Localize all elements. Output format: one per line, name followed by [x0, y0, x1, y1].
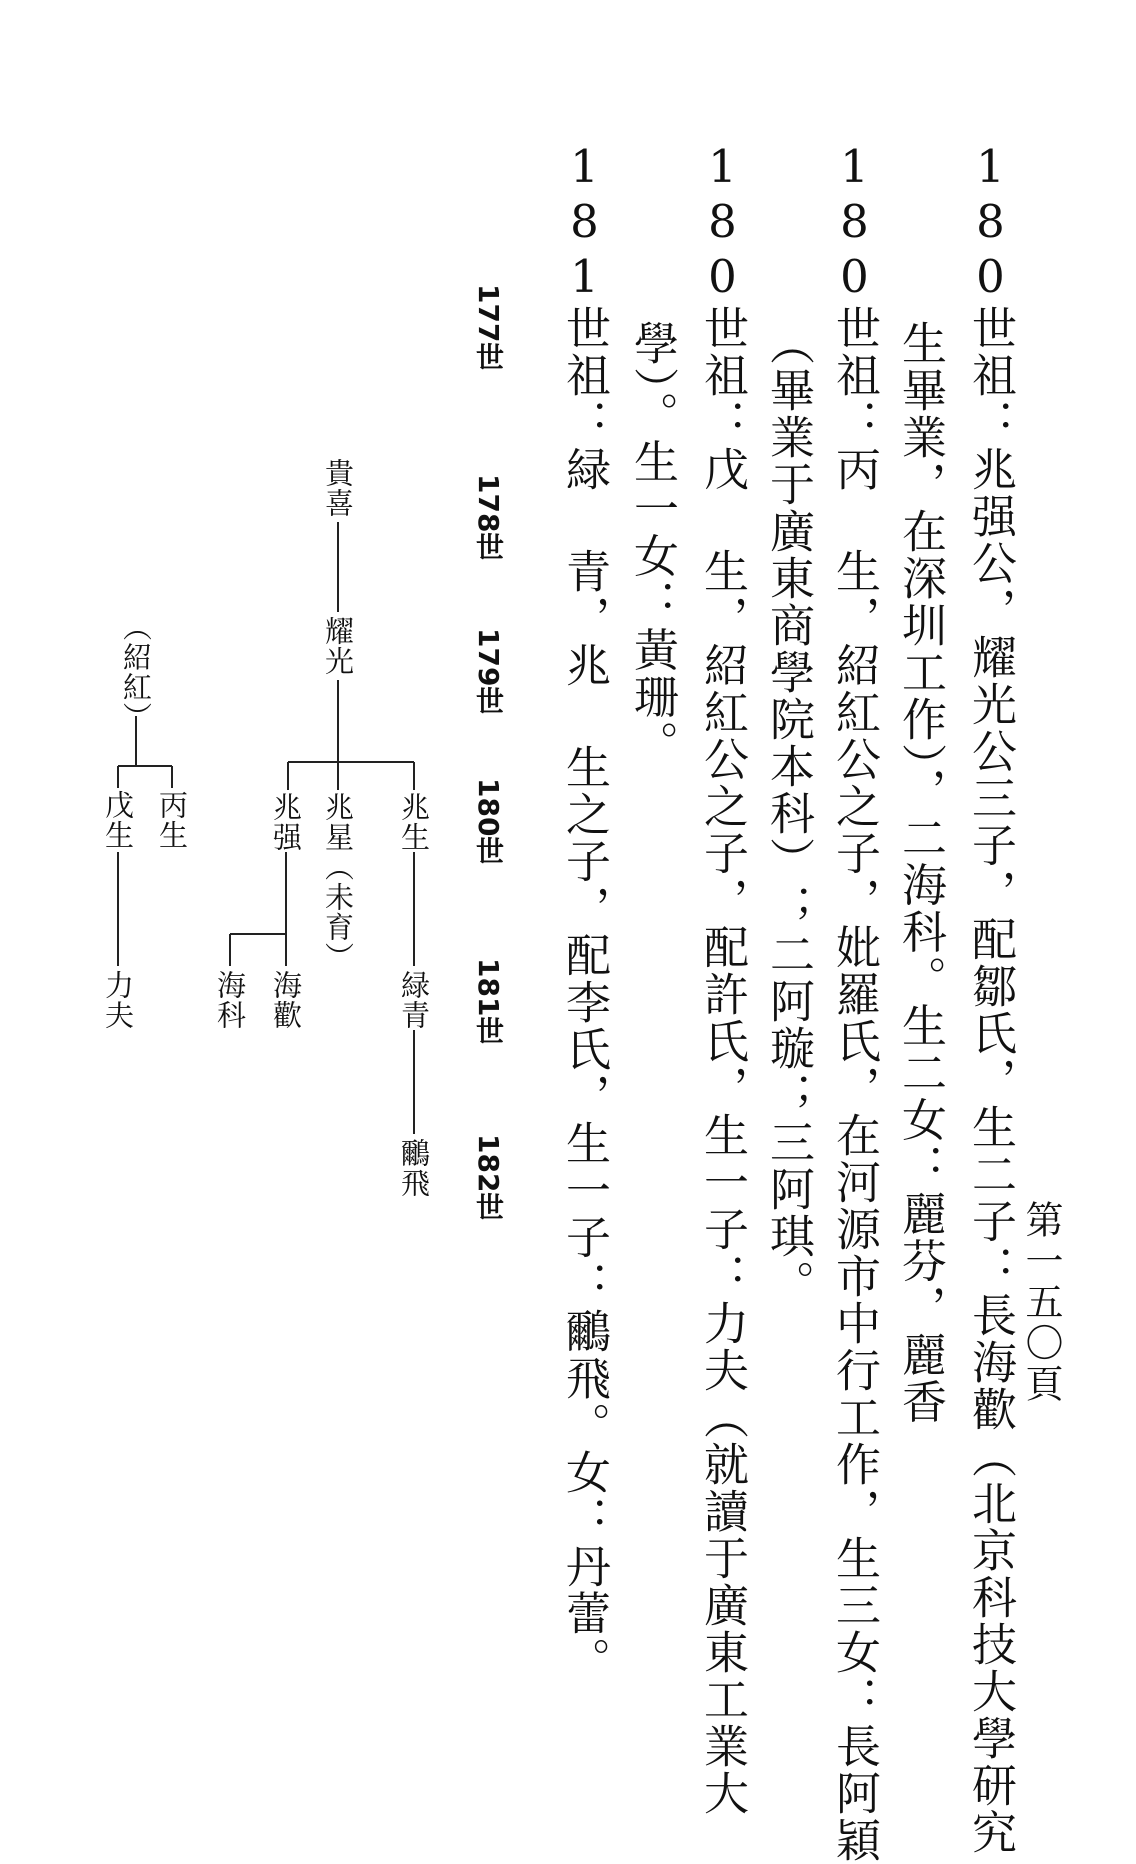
tree-node-haihuan: 海歡 [269, 970, 303, 1030]
page-number: 第一五〇頁 [1019, 1200, 1063, 1405]
entry-bingsheng-line1: 180世祖：丙 生，紹紅公之子，妣羅氏，在河源市中行工作，生三女：長阿穎 [828, 140, 881, 1864]
tree-node-zhaoqiang: 兆强 [269, 792, 303, 852]
tree-node-zhaoxing: 兆星（未育） [321, 792, 355, 972]
tree-node-yaoguang: 耀光 [321, 616, 355, 676]
entry-lvqing: 181世祖：緑 青，兆 生之子，配李氏，生一子：鸍飛。女：丹蕾。 [558, 140, 611, 1684]
generation-179: 179世 [472, 628, 505, 715]
entry-bingsheng-line2: （畢業于廣東商學院本科）；二阿璇；三阿琪。 [762, 320, 815, 1307]
tree-node-lifu: 力夫 [101, 970, 135, 1030]
tree-node-guixi: 貴喜 [321, 458, 355, 518]
tree-node-wusheng: 戊生 [101, 790, 135, 850]
entry-wusheng-line2: 學）。生一女：黃珊。 [626, 320, 679, 768]
generation-178: 178世 [472, 474, 505, 561]
generation-182: 182世 [472, 1134, 505, 1221]
tree-node-zhaosheng: 兆生 [397, 792, 431, 852]
generation-177: 177世 [472, 284, 505, 371]
tree-node-shaohong: （紹紅） [119, 612, 153, 732]
tree-node-lvqing: 緑青 [397, 970, 431, 1030]
entry-wusheng-line1: 180世祖：戊 生，紹紅公之子，配許氏，生一子：力夫（就讀于廣東工業大 [696, 140, 749, 1817]
generation-180: 180世 [472, 778, 505, 865]
tree-node-haike: 海科 [213, 970, 247, 1030]
tree-node-pengfei: 鸍飛 [397, 1138, 431, 1198]
entry-zhaoqiang-line2: 生畢業，在深圳工作），二海科。生二女：麗芬，麗香 [894, 320, 947, 1426]
tree-node-bingsheng: 丙生 [155, 790, 189, 850]
entry-zhaoqiang-line1: 180世祖：兆强公，耀光公三子，配鄒氏，生二子：長海歡（北京科技大學研究 [964, 140, 1017, 1856]
generation-181: 181世 [472, 958, 505, 1045]
